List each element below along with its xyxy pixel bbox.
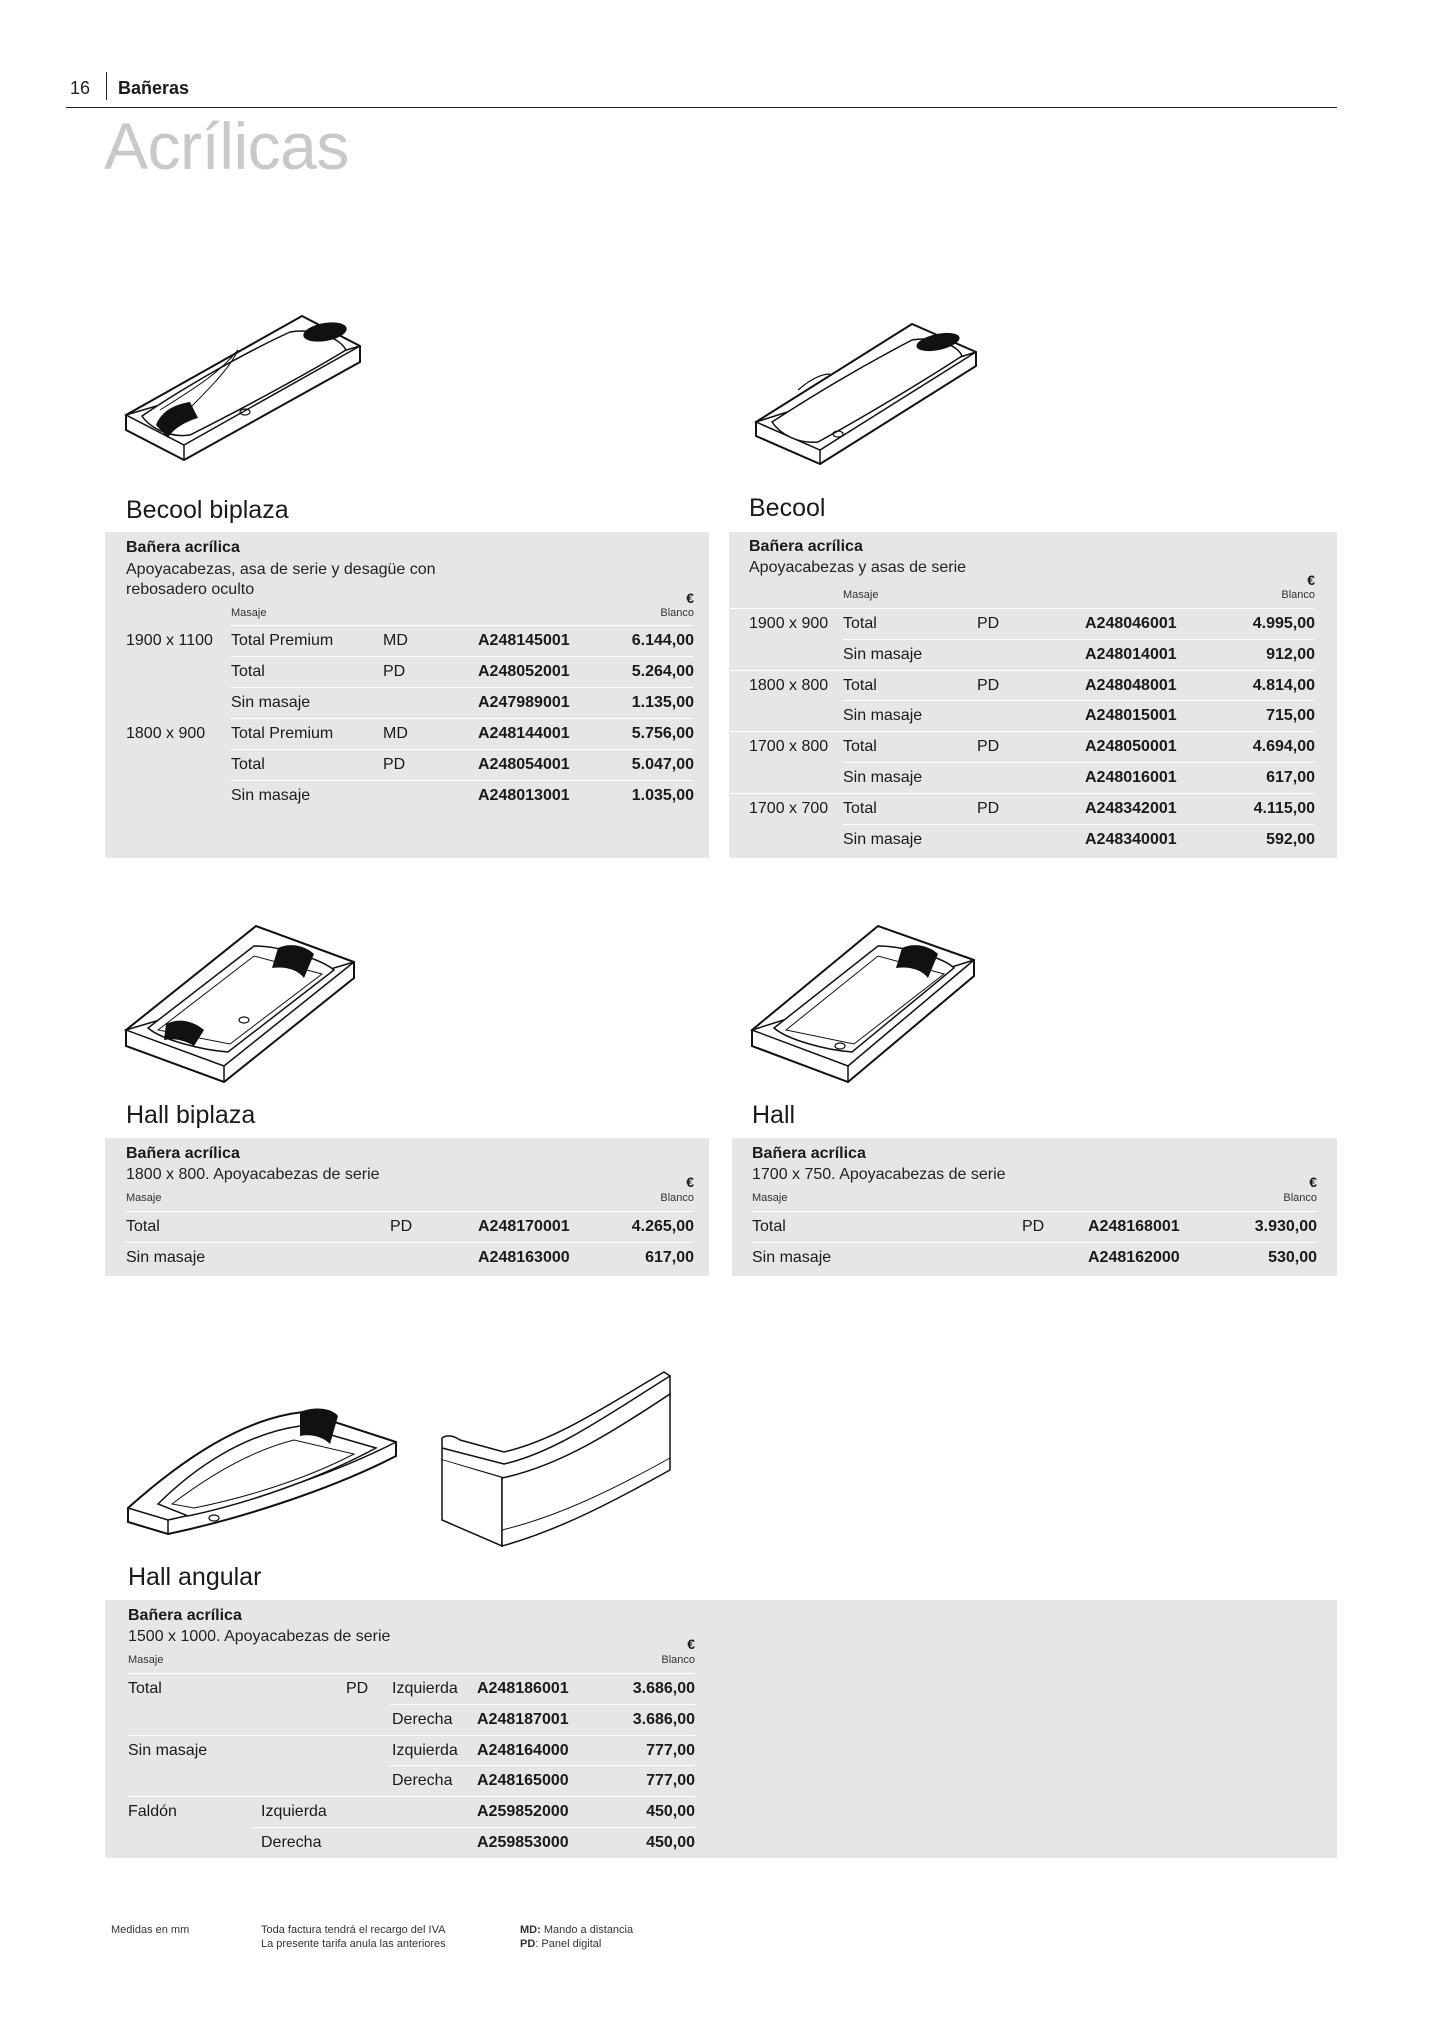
cell-model: Total bbox=[843, 738, 877, 756]
cell-price: 3.686,00 bbox=[632, 1710, 695, 1728]
row-divider bbox=[843, 639, 1314, 640]
becool-illustration bbox=[752, 318, 982, 473]
product-name-hall-angular: Hall angular bbox=[128, 1563, 262, 1591]
cell-price: 4.995,00 bbox=[1252, 615, 1315, 632]
cell-ctrl: PD bbox=[977, 615, 1000, 632]
row-divider bbox=[126, 1242, 693, 1243]
price-panel-becool bbox=[729, 532, 1337, 858]
footer-tarifa-note: La presente tarifa anula las anteriores bbox=[261, 1938, 446, 1950]
cell-model: Faldón bbox=[128, 1803, 177, 1821]
cell-model: Total Premium bbox=[231, 725, 334, 742]
cell-ctrl: PD bbox=[977, 676, 1000, 694]
cell-model: Sin masaje bbox=[843, 830, 923, 848]
row-divider bbox=[231, 625, 693, 626]
row-divider bbox=[253, 1827, 695, 1828]
cell-size: 1800 x 800 bbox=[749, 676, 829, 694]
row-divider bbox=[231, 780, 693, 781]
price-panel-hall-biplaza bbox=[105, 1138, 709, 1276]
cell-ctrl: PD bbox=[977, 738, 1000, 756]
cell-code: A248046001 bbox=[1085, 615, 1177, 632]
masaje-label: Masaje bbox=[126, 1192, 162, 1204]
row-divider bbox=[128, 1673, 695, 1674]
cell-model: Sin masaje bbox=[231, 787, 311, 804]
cell-price: 450,00 bbox=[646, 1803, 695, 1821]
cell-price: 6.144,00 bbox=[631, 632, 694, 649]
cell-code: A248050001 bbox=[1085, 738, 1177, 756]
row-divider bbox=[231, 687, 693, 688]
footer-legend bbox=[520, 1923, 633, 1951]
hall-illustration bbox=[748, 920, 978, 1090]
cell-price: 5.756,00 bbox=[631, 725, 694, 742]
euro-label: € bbox=[1307, 572, 1315, 588]
cell-size: 1900 x 900 bbox=[749, 615, 829, 632]
product-name-becool-biplaza: Becool biplaza bbox=[126, 496, 289, 524]
product-name-hall: Hall bbox=[752, 1101, 796, 1129]
panel-type: Bañera acrílica bbox=[128, 1607, 242, 1624]
row-divider bbox=[231, 656, 693, 657]
cell-size: 1700 x 700 bbox=[749, 799, 829, 817]
cell-side1: Izquierda bbox=[261, 1803, 327, 1821]
cell-ctrl: PD bbox=[390, 1218, 413, 1235]
panel-type: Bañera acrílica bbox=[749, 538, 863, 555]
cell-price: 912,00 bbox=[1266, 645, 1315, 663]
row-divider bbox=[231, 718, 693, 719]
cell-price: 617,00 bbox=[645, 1249, 694, 1266]
faldon-panel-illustration bbox=[436, 1370, 676, 1550]
cell-model: Sin masaje bbox=[126, 1249, 206, 1266]
cell-code: A248162000 bbox=[1088, 1249, 1180, 1266]
row-divider bbox=[390, 1765, 695, 1766]
row-divider bbox=[231, 749, 693, 750]
cell-code: A248165000 bbox=[477, 1772, 569, 1790]
cell-price: 715,00 bbox=[1266, 707, 1315, 725]
cell-price: 592,00 bbox=[1266, 830, 1315, 848]
cell-model: Total bbox=[126, 1218, 160, 1235]
cell-model: Total bbox=[843, 676, 877, 694]
product-name-becool: Becool bbox=[749, 494, 826, 522]
row-divider bbox=[752, 1242, 1317, 1243]
hall-biplaza-illustration bbox=[122, 920, 362, 1090]
cell-price: 777,00 bbox=[646, 1772, 695, 1790]
panel-description: 1800 x 800. Apoyacabezas de serie bbox=[126, 1166, 380, 1183]
cell-price: 617,00 bbox=[1266, 769, 1315, 786]
row-divider bbox=[729, 670, 1314, 671]
cell-model: Total bbox=[752, 1218, 786, 1235]
cell-side: Izquierda bbox=[392, 1680, 458, 1697]
cell-code: A248163000 bbox=[478, 1249, 570, 1266]
cell-model: Sin masaje bbox=[128, 1741, 208, 1759]
row-divider bbox=[843, 762, 1314, 763]
cell-code: A248186001 bbox=[477, 1680, 569, 1697]
cell-side: Izquierda bbox=[392, 1741, 458, 1759]
cell-price: 3.686,00 bbox=[632, 1680, 695, 1697]
cell-model: Total bbox=[231, 663, 265, 680]
cell-price: 3.930,00 bbox=[1254, 1218, 1317, 1235]
footer-iva-note: Toda factura tendrá el recargo del IVA bbox=[261, 1924, 446, 1936]
panel-type: Bañera acrílica bbox=[126, 539, 240, 556]
cell-code: A248187001 bbox=[477, 1710, 569, 1728]
row-divider bbox=[729, 793, 1314, 794]
becool-biplaza-illustration bbox=[120, 310, 370, 475]
row-divider bbox=[843, 824, 1314, 825]
masaje-label: Masaje bbox=[128, 1654, 164, 1666]
row-divider bbox=[752, 1211, 1317, 1212]
cell-model: Total bbox=[843, 615, 877, 632]
cell-ctrl: PD bbox=[977, 799, 1000, 817]
legend-md: MD: Mando a distancia bbox=[520, 1924, 634, 1936]
row-divider bbox=[729, 608, 1314, 609]
panel-description: Apoyacabezas y asas de serie bbox=[749, 559, 967, 576]
cell-code: A248342001 bbox=[1085, 799, 1177, 817]
panel-description: Apoyacabezas, asa de serie y desagüe con bbox=[126, 561, 436, 578]
cell-side: Derecha bbox=[392, 1710, 453, 1728]
panel-description: 1500 x 1000. Apoyacabezas de serie bbox=[128, 1628, 391, 1645]
row-divider bbox=[128, 1796, 695, 1797]
cell-model: Sin masaje bbox=[843, 769, 923, 786]
cell-side: Derecha bbox=[392, 1772, 453, 1790]
cell-code: A248164000 bbox=[477, 1741, 569, 1759]
row-divider bbox=[128, 1735, 695, 1736]
price-panel-hall-angular bbox=[105, 1600, 1337, 1858]
cell-price: 4.265,00 bbox=[631, 1218, 694, 1235]
cell-code: A259853000 bbox=[477, 1834, 569, 1851]
cell-ctrl: PD bbox=[383, 756, 406, 773]
cell-price: 1.035,00 bbox=[631, 787, 694, 804]
row-divider bbox=[390, 1704, 695, 1705]
masaje-label: Masaje bbox=[843, 589, 879, 601]
cell-model: Total bbox=[128, 1680, 162, 1697]
blanco-label: Blanco bbox=[661, 1654, 695, 1666]
cell-model: Total bbox=[231, 756, 265, 773]
cell-code: A248015001 bbox=[1085, 707, 1177, 725]
cell-price: 450,00 bbox=[646, 1834, 695, 1851]
section-title: Bañeras bbox=[118, 78, 190, 98]
cell-price: 4.694,00 bbox=[1252, 738, 1315, 756]
page-header bbox=[66, 72, 1337, 108]
blanco-label: Blanco bbox=[1281, 589, 1315, 601]
cell-price: 530,00 bbox=[1268, 1249, 1317, 1266]
euro-label: € bbox=[686, 590, 694, 606]
cell-price: 5.264,00 bbox=[631, 663, 694, 680]
page-number: 16 bbox=[70, 78, 91, 98]
row-divider bbox=[729, 731, 1314, 732]
cell-ctrl: MD bbox=[383, 632, 408, 649]
legend-pd: PD: Panel digital bbox=[520, 1938, 602, 1950]
page-title: Acrílicas bbox=[104, 109, 349, 183]
cell-price: 777,00 bbox=[646, 1741, 695, 1759]
hall-angular-illustration bbox=[124, 1398, 404, 1538]
cell-price: 1.135,00 bbox=[631, 694, 694, 711]
cell-code: A248014001 bbox=[1085, 645, 1177, 663]
cell-model: Total bbox=[843, 799, 877, 817]
euro-label: € bbox=[686, 1174, 694, 1190]
cell-ctrl: PD bbox=[1022, 1218, 1045, 1235]
cell-code: A248054001 bbox=[478, 756, 570, 773]
euro-label: € bbox=[1309, 1174, 1317, 1190]
panel-type: Bañera acrílica bbox=[126, 1145, 240, 1162]
footer-notes bbox=[261, 1923, 446, 1951]
cell-model: Total Premium bbox=[231, 632, 334, 649]
cell-code: A248052001 bbox=[478, 663, 570, 680]
cell-code: A248170001 bbox=[478, 1218, 570, 1235]
product-name-hall-biplaza: Hall biplaza bbox=[126, 1101, 256, 1129]
cell-code: A248145001 bbox=[478, 632, 570, 649]
cell-ctrl: PD bbox=[346, 1680, 369, 1697]
cell-model: Sin masaje bbox=[843, 707, 923, 725]
row-divider bbox=[843, 700, 1314, 701]
cell-size: 1900 x 1100 bbox=[126, 632, 213, 649]
cell-price: 5.047,00 bbox=[631, 756, 694, 773]
blanco-label: Blanco bbox=[660, 1192, 694, 1204]
cell-ctrl: MD bbox=[383, 725, 408, 742]
blanco-label: Blanco bbox=[1283, 1192, 1317, 1204]
cell-code: A248340001 bbox=[1085, 830, 1177, 848]
cell-code: A259852000 bbox=[477, 1803, 569, 1821]
cell-model: Sin masaje bbox=[231, 694, 311, 711]
masaje-label: Masaje bbox=[231, 607, 267, 619]
footer-units: Medidas en mm bbox=[111, 1924, 190, 1936]
panel-description: 1700 x 750. Apoyacabezas de serie bbox=[752, 1166, 1006, 1183]
cell-size: 1800 x 900 bbox=[126, 725, 206, 742]
cell-ctrl: PD bbox=[383, 663, 406, 680]
price-panel-hall bbox=[732, 1138, 1337, 1276]
cell-side1: Derecha bbox=[261, 1834, 322, 1851]
masaje-label: Masaje bbox=[752, 1192, 788, 1204]
cell-model: Sin masaje bbox=[752, 1249, 832, 1266]
cell-code: A248016001 bbox=[1085, 769, 1177, 786]
euro-label: € bbox=[687, 1636, 695, 1652]
blanco-label: Blanco bbox=[660, 607, 694, 619]
cell-code: A248048001 bbox=[1085, 676, 1177, 694]
price-panel-becool-biplaza bbox=[105, 532, 709, 858]
cell-size: 1700 x 800 bbox=[749, 738, 829, 756]
cell-price: 4.115,00 bbox=[1253, 799, 1315, 817]
cell-code: A248168001 bbox=[1088, 1218, 1180, 1235]
cell-price: 4.814,00 bbox=[1252, 676, 1315, 694]
cell-code: A247989001 bbox=[478, 694, 570, 711]
panel-type: Bañera acrílica bbox=[752, 1145, 866, 1162]
cell-model: Sin masaje bbox=[843, 645, 923, 663]
panel-description: rebosadero oculto bbox=[126, 581, 255, 598]
header-divider bbox=[106, 72, 107, 100]
cell-code: A248144001 bbox=[478, 725, 570, 742]
cell-code: A248013001 bbox=[478, 787, 570, 804]
row-divider bbox=[126, 1211, 693, 1212]
